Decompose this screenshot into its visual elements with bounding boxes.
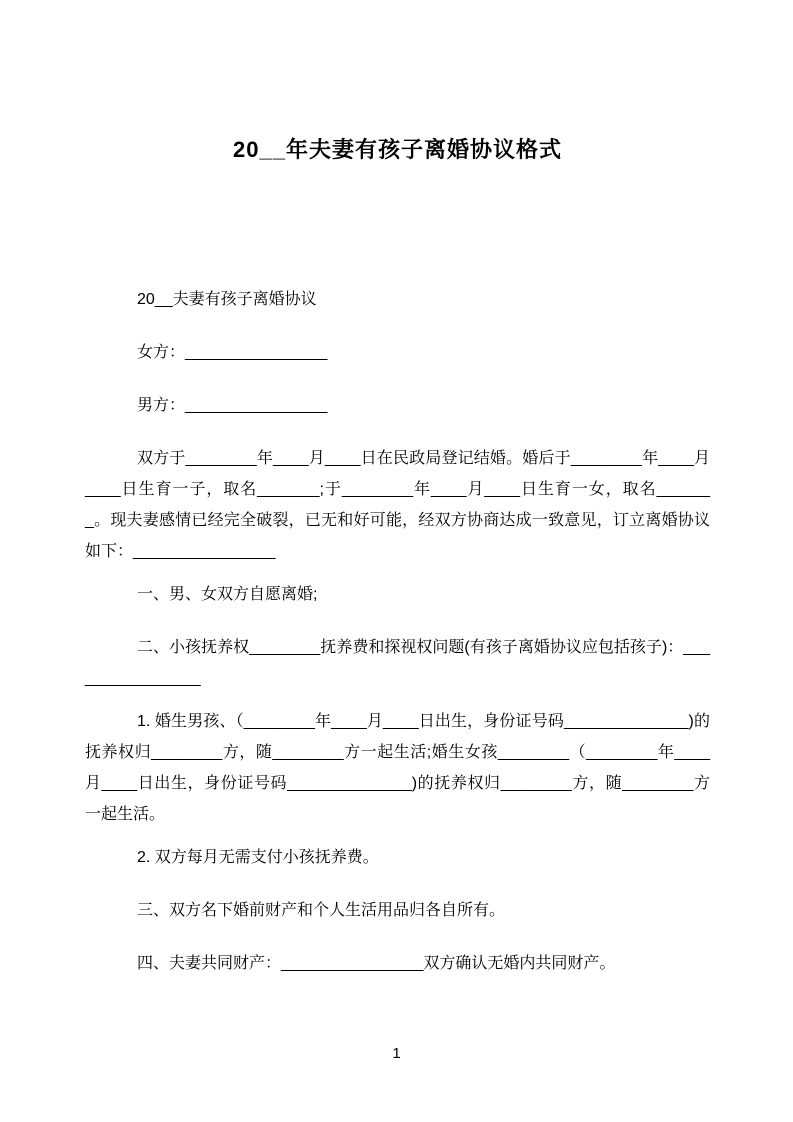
clause-2-item-2-support-fee: 2. 双方每月无需支付小孩抚养费。 bbox=[137, 849, 379, 866]
clause-1-voluntary-divorce: 一、男、女双方自愿离婚; bbox=[137, 586, 318, 603]
clause-2-item-1-custody-details: 1. 婚生男孩、（________年____月____日出生，身份证号码______________)的抚养权归________方，随________方一起生活;婚生女孩________（________年____月____日出生，身份证号码______________)的抚养权归________方，随________方一起生活。 bbox=[85, 713, 710, 823]
doc-main-title: 20__年夫妻有孩子离婚协议格式 bbox=[233, 137, 562, 162]
marriage-intro-paragraph: 双方于________年____月____日在民政局登记结婚。婚后于________年____月____日生育一子，取名_______;于________年____月____日生育一女，取名_______。现夫妻感情已经完全破裂，已无和好可能，经双方协商达成一致意见，订立离婚协议如下：________________ bbox=[85, 450, 710, 560]
woman-party-line: 女方：________________ bbox=[137, 344, 328, 361]
doc-subtitle: 20__夫妻有孩子离婚协议 bbox=[137, 291, 317, 308]
man-party-line: 男方：________________ bbox=[137, 397, 328, 414]
page-number: 1 bbox=[392, 1045, 401, 1062]
clause-4-joint-property: 四、夫妻共同财产：________________双方确认无婚内共同财产。 bbox=[137, 955, 616, 972]
clause-2-custody-intro: 二、小孩抚养权________抚养费和探视权问题(有孩子离婚协议应包括孩子)：________________ bbox=[85, 639, 710, 687]
clause-3-premarital-property: 三、双方名下婚前财产和个人生活用品归各自所有。 bbox=[137, 902, 506, 919]
